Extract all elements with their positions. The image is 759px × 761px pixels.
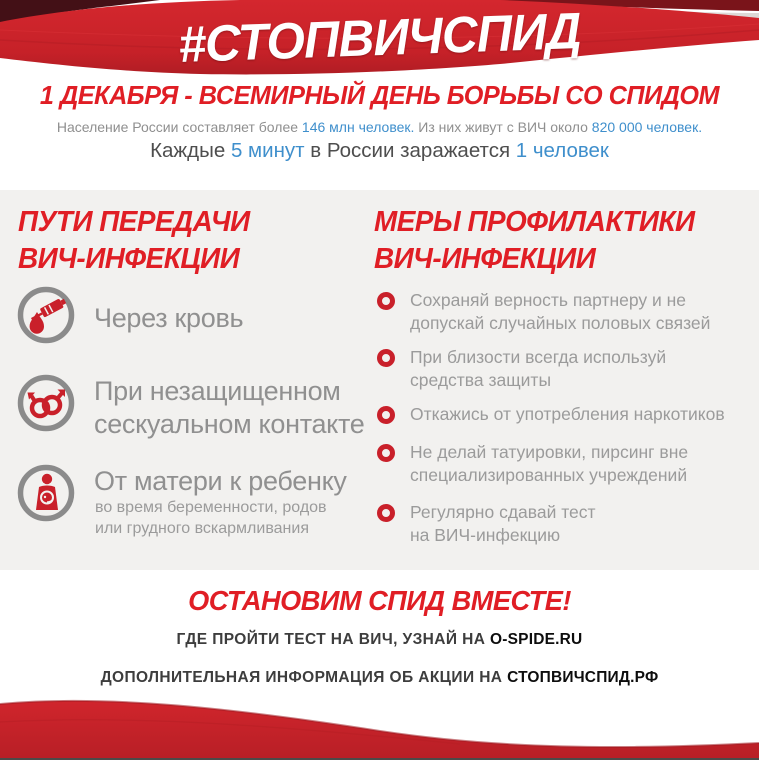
transmission-item-sexual: При незащищенном сескуальном контакте	[94, 376, 365, 439]
infection-rate-line	[0, 139, 759, 163]
world-aids-day-headline: 1 ДЕКАБРЯ - ВСЕМИРНЫЙ ДЕНЬ БОРЬБЫ СО СПИДОМ	[39, 80, 720, 110]
bullet-ring-icon	[377, 444, 395, 462]
stop-aids-slogan: ОСТАНОВИМ СПИД ВМЕСТЕ!	[188, 585, 571, 616]
syringe-blood-icon	[17, 286, 75, 344]
stats-highlight: 820 000 человек.	[591, 119, 703, 135]
stats-text: в России заражается	[304, 139, 516, 162]
stats-text: Из них живут с ВИЧ около	[414, 119, 592, 135]
prevention-item: Не делай татуировки, пирсинг вне специализированных учреждений	[410, 442, 689, 485]
test-info-line: ГДЕ ПРОЙТИ ТЕСТ НА ВИЧ, УЗНАЙ НА O-SPIDE.RU	[176, 631, 583, 648]
bullet-ring-icon	[377, 292, 395, 310]
bullet-ring-icon	[377, 349, 395, 367]
stats-highlight: 1 человек	[515, 139, 609, 162]
bottom-ribbon-graphic	[0, 694, 759, 761]
test-site-url: O-SPIDE.RU	[490, 631, 583, 648]
bullet-ring-icon	[377, 406, 395, 424]
transmission-section-title: ПУТИ ПЕРЕДАЧИ ВИЧ-ИНФЕКЦИИ	[18, 206, 250, 275]
transmission-item-mother-detail: во время беременности, родов или грудного вскармливания	[95, 499, 327, 537]
campaign-site-url: СТОПВИЧСПИД.РФ	[507, 669, 659, 686]
stats-highlight: 5 минут	[230, 139, 305, 162]
prevention-item: Откажись от употребления наркотиков	[410, 404, 725, 424]
more-info-line: ДОПОЛНИТЕЛЬНАЯ ИНФОРМАЦИЯ ОБ АКЦИИ НА СТОПВИЧСПИД.РФ	[100, 669, 659, 686]
population-stats-line	[0, 119, 759, 135]
transmission-item-blood: Через кровь	[94, 303, 244, 333]
prevention-item: Регулярно сдавай тест на ВИЧ-инфекцию	[410, 502, 596, 545]
gender-symbols-icon	[17, 374, 75, 432]
transmission-item-mother: От матери к ребенку	[94, 466, 347, 496]
prevention-item: Сохраняй верность партнеру и не допускай случайных половых связей	[410, 290, 711, 333]
bullet-ring-icon	[377, 504, 395, 522]
stats-highlight: 146 млн человек.	[301, 119, 415, 135]
stats-text: Каждые	[150, 139, 231, 162]
prevention-item: При близости всегда используй средства защиты	[410, 347, 667, 390]
prevention-section-title: МЕРЫ ПРОФИЛАКТИКИ ВИЧ-ИНФЕКЦИИ	[374, 206, 695, 275]
hashtag-title: #СТОПВИЧСПИД	[177, 1, 582, 74]
stats-text: Население России составляет более	[56, 119, 302, 135]
mother-child-icon	[17, 464, 75, 522]
